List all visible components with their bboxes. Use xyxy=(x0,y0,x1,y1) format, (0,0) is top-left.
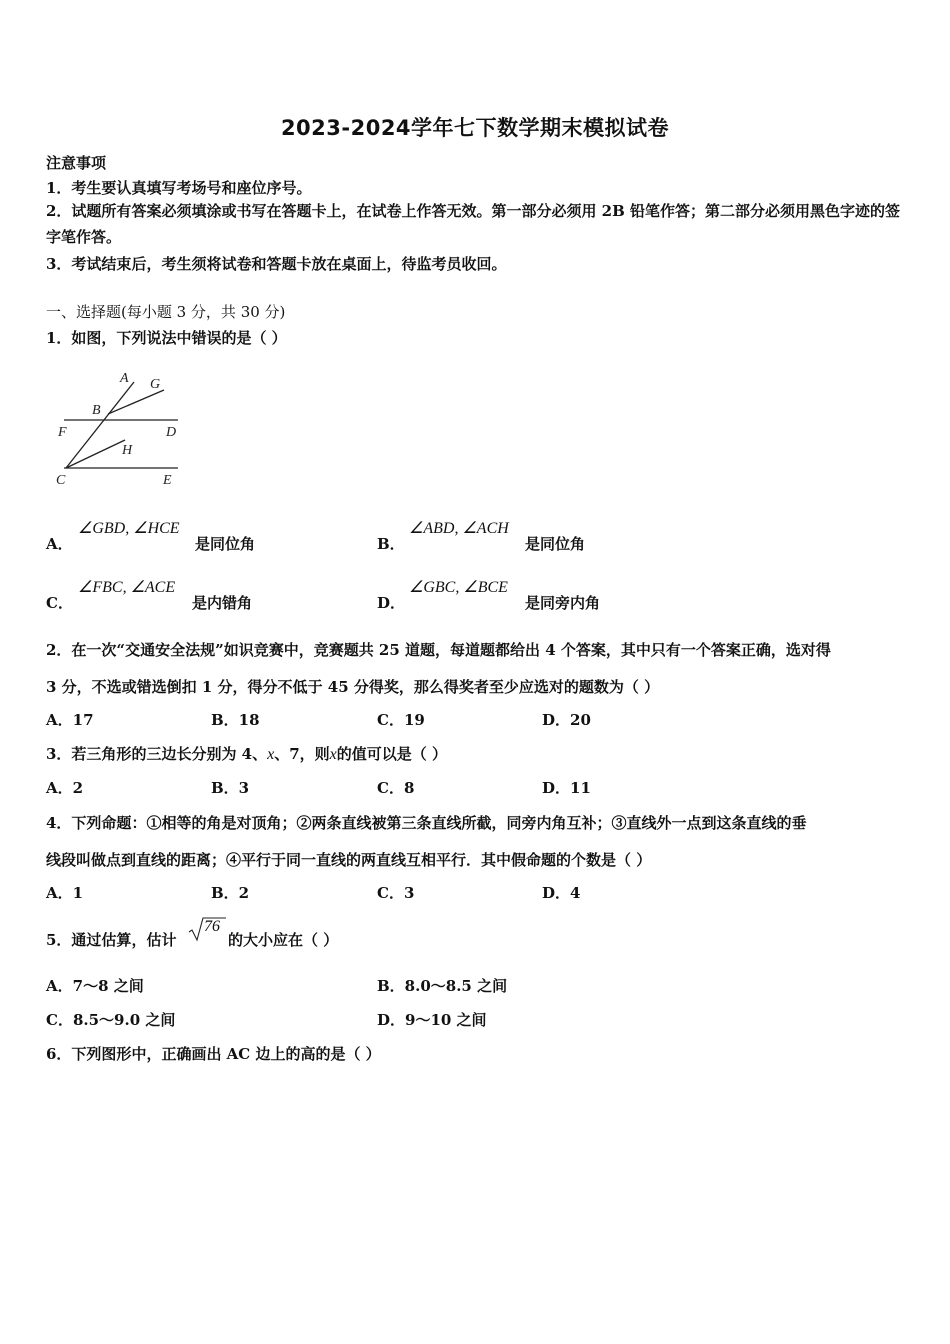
notice-heading: 注意事项 xyxy=(46,154,107,172)
q4-stem-line2: 线段叫做点到直线的距离；④平行于同一直线的两直线互相平行．其中假命题的个数是（ ） xyxy=(46,851,652,869)
label-e: E xyxy=(163,473,172,488)
label-d: D xyxy=(166,425,177,440)
notice-item-3: 3．考试结束后，考生须将试卷和答题卡放在桌面上，待监考员收回。 xyxy=(46,255,507,273)
q1-option-b-text: 是同位角 xyxy=(525,535,586,553)
label-h: H xyxy=(122,443,133,458)
q3-stem-part-c: 的值可以是（ ） xyxy=(336,745,447,763)
q3-var-x-2: x xyxy=(329,746,337,763)
label-c: C xyxy=(56,473,66,488)
q3-stem-part-b: 、7，则 xyxy=(274,745,330,763)
q1-stem: 1．如图，下列说法中错误的是（ ） xyxy=(46,329,287,347)
q5-radicand: 76 xyxy=(204,918,220,935)
q2-option-d: D．20 xyxy=(542,711,591,729)
q3-option-b: B．3 xyxy=(211,779,250,797)
q1-option-b-letter: B． xyxy=(377,535,405,553)
q1-geometry-figure xyxy=(50,368,190,490)
q4-option-b: B．2 xyxy=(211,884,250,902)
q3-option-a: A．2 xyxy=(46,779,84,797)
q2-option-b: B．18 xyxy=(211,711,260,729)
label-b: B xyxy=(92,403,101,418)
ray-bg xyxy=(108,390,164,414)
q2-option-a: A．17 xyxy=(46,711,94,729)
page-title: 2023-2024学年七下数学期末模拟试卷 xyxy=(280,116,670,140)
q5-option-c: C．8.5～9.0 之间 xyxy=(46,1011,176,1029)
q1-option-d-math: ∠GBC, ∠BCE xyxy=(409,579,508,596)
q3-option-d: D．11 xyxy=(542,779,591,797)
q1-option-a-letter: A． xyxy=(46,535,73,553)
q1-option-d-letter: D． xyxy=(377,594,406,612)
ray-ch xyxy=(66,440,125,468)
q5-stem-part-a: 5．通过估算，估计 xyxy=(46,931,177,949)
q5-option-a: A．7～8 之间 xyxy=(46,977,144,995)
q1-option-c-math: ∠FBC, ∠ACE xyxy=(78,579,176,596)
q2-option-c: C．19 xyxy=(377,711,425,729)
label-a: A xyxy=(120,371,129,386)
q4-stem-line1: 4．下列命题：①相等的角是对顶角；②两条直线被第三条直线所截，同旁内角互补；③直线外一点到这条直线的垂 xyxy=(46,814,807,832)
q3-var-x: x xyxy=(267,746,275,763)
q4-option-c: C．3 xyxy=(377,884,415,902)
q4-option-d: D．4 xyxy=(542,884,581,902)
q3-option-c: C．8 xyxy=(377,779,415,797)
notice-item-1: 1．考生要认真填写考场号和座位序号。 xyxy=(46,179,312,197)
q1-option-b-math: ∠ABD, ∠ACH xyxy=(409,520,509,537)
q2-stem-line1: 2．在一次“交通安全法规”如识竞赛中，竞赛题共 25 道题，每道题都给出 4 个答案，其中只有一个答案正确，选对得 xyxy=(46,641,831,659)
q2-stem-line2: 3 分，不选或错选倒扣 1 分，得分不低于 45 分得奖，那么得奖者至少应选对的题数为（ ） xyxy=(46,678,660,696)
q1-option-c-letter: C． xyxy=(46,594,73,612)
q3-stem-part-a: 3．若三角形的三边长分别为 4、 xyxy=(46,745,268,763)
q5-stem-part-b: 的大小应在（ ） xyxy=(228,931,339,949)
section-heading: 一、选择题(每小题 3 分，共 30 分) xyxy=(46,303,286,321)
q1-option-a-text: 是同位角 xyxy=(195,535,256,553)
q1-option-a-math: ∠GBD, ∠HCE xyxy=(78,520,180,537)
q4-option-a: A．1 xyxy=(46,884,84,902)
q5-option-d: D．9～10 之间 xyxy=(377,1011,487,1029)
q1-option-c-text: 是内错角 xyxy=(192,594,253,612)
q5-option-b: B．8.0～8.5 之间 xyxy=(377,977,508,995)
label-f: F xyxy=(58,425,67,440)
notice-item-2: 2．试题所有答案必须填涂或书写在答题卡上，在试卷上作答无效。第一部分必须用 2B 铅笔作答；第二部分必须用黑色字迹的签字笔作答。 xyxy=(46,202,901,246)
q6-stem: 6．下列图形中，正确画出 AC 边上的高的是（ ） xyxy=(46,1045,381,1063)
q3-stem xyxy=(46,743,447,764)
label-g: G xyxy=(150,377,161,392)
q1-option-d-text: 是同旁内角 xyxy=(525,594,601,612)
